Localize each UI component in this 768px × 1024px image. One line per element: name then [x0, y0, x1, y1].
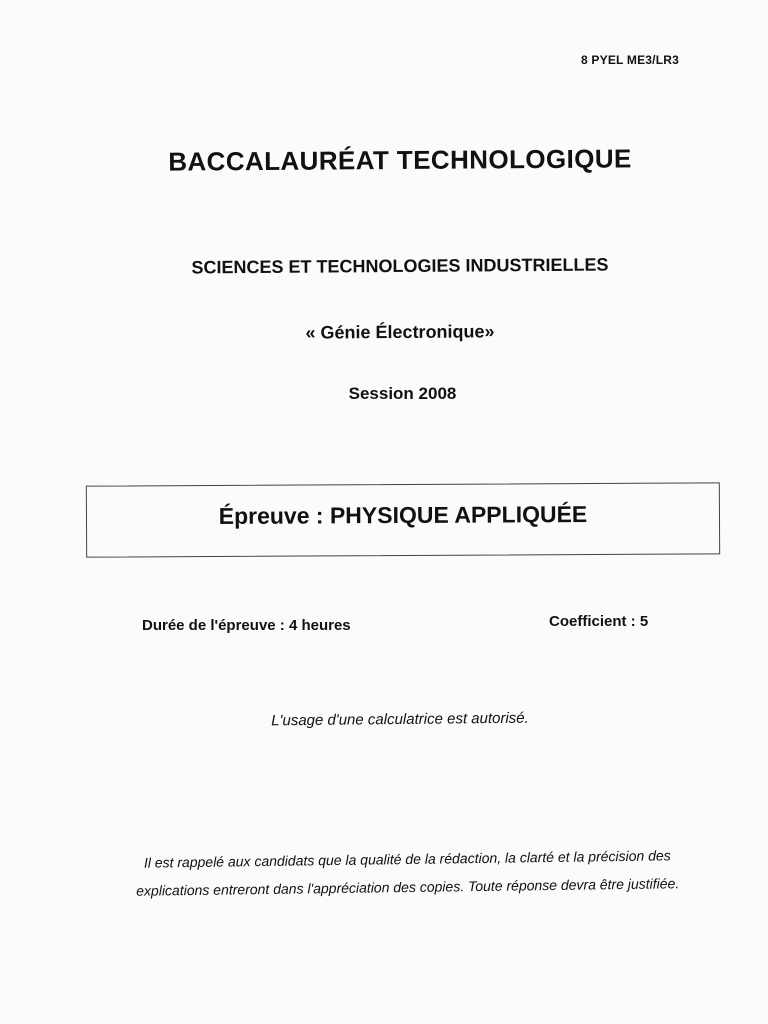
- subject-box: [86, 482, 720, 557]
- calculator-note: L'usage d'une calculatrice est autorisé.: [271, 709, 529, 730]
- main-title: BACCALAURÉAT TECHNOLOGIQUE: [168, 143, 632, 177]
- exam-coefficient: Coefficient : 5: [549, 613, 649, 630]
- candidate-reminder-line-1: Il est rappelé aux candidats que la qualité de la rédaction, la clarté et la précision des: [143, 847, 671, 871]
- subject-title: Épreuve : PHYSIQUE APPLIQUÉE: [218, 501, 588, 529]
- track-title: SCIENCES ET TECHNOLOGIES INDUSTRIELLES: [191, 254, 609, 278]
- document-code: 8 PYEL ME3/LR3: [581, 53, 679, 67]
- session-year: Session 2008: [348, 384, 457, 403]
- candidate-reminder-line-2: explications entreront dans l'appréciation des copies. Toute réponse devra être justifiée.: [136, 875, 680, 899]
- candidate-reminder: [80, 840, 736, 905]
- exam-duration: Durée de l'épreuve : 4 heures: [142, 617, 351, 634]
- specialty-title: « Génie Électronique»: [305, 321, 495, 343]
